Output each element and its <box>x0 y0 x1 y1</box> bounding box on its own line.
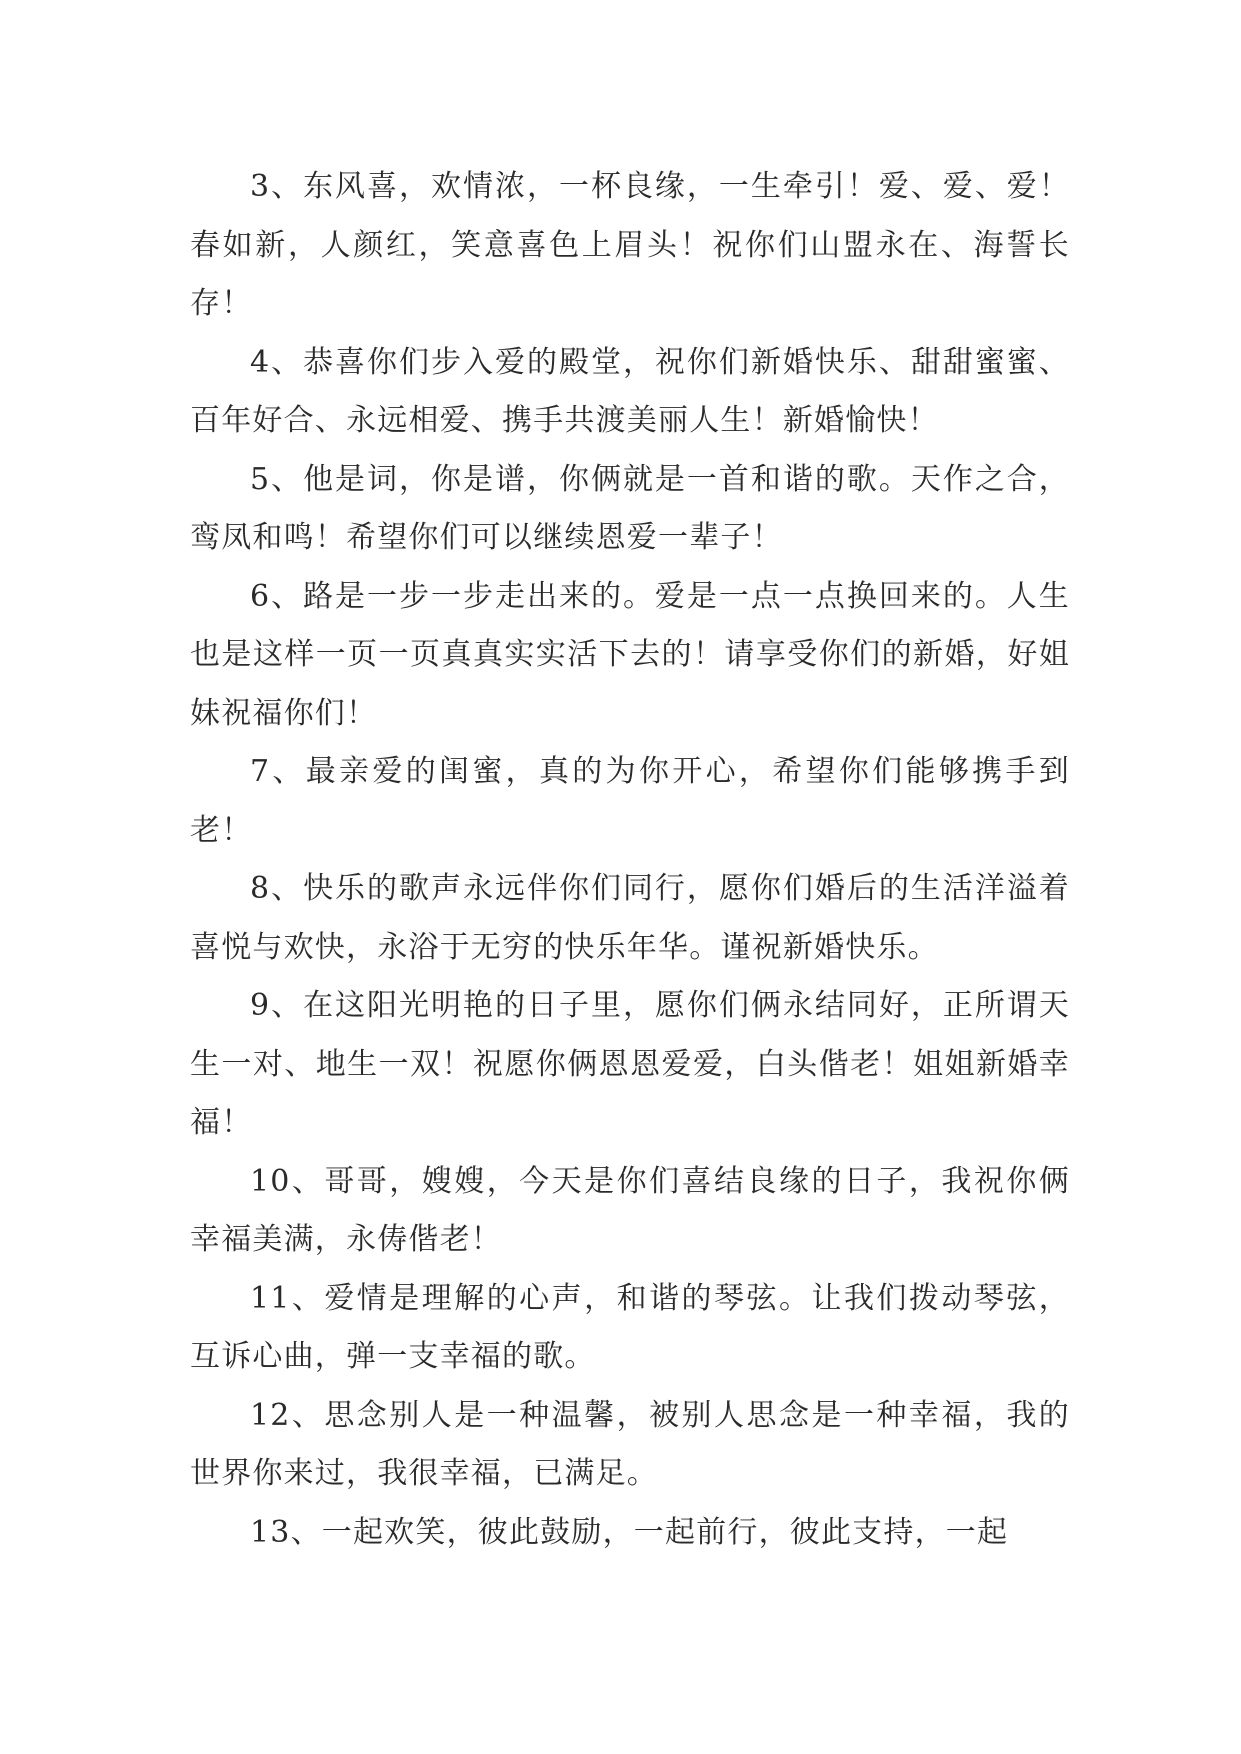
paragraph-9: 9、在这阳光明艳的日子里，愿你们俩永结同好，正所谓天生一对、地生一双！祝愿你俩恩恩爱爱，白头偕老！姐姐新婚幸福！ <box>190 988 1070 1140</box>
paragraph-3: 3、东风喜，欢情浓，一杯良缘，一生牵引！爱、爱、爱！春如新，人颜红，笑意喜色上眉头！祝你们山盟永在、海誓长存！ <box>190 169 1070 321</box>
paragraph-8: 8、快乐的歌声永远伴你们同行，愿你们婚后的生活洋溢着喜悦与欢快，永浴于无穷的快乐年华。谨祝新婚快乐。 <box>190 871 1070 965</box>
paragraph-5: 5、他是词，你是谱，你俩就是一首和谐的歌。天作之合，鸾凤和鸣！希望你们可以继续恩爱一辈子！ <box>190 461 1070 555</box>
paragraph-4: 4、恭喜你们步入爱的殿堂，祝你们新婚快乐、甜甜蜜蜜、百年好合、永远相爱、携手共渡美丽人生！新婚愉快！ <box>190 344 1070 438</box>
document-body <box>190 158 1070 1562</box>
paragraph-10: 10、哥哥，嫂嫂，今天是你们喜结良缘的日子，我祝你俩幸福美满，永俦偕老！ <box>190 1163 1070 1257</box>
paragraph-7: 7、最亲爱的闺蜜，真的为你开心，希望你们能够携手到老！ <box>190 754 1070 848</box>
paragraph-12: 12、思念别人是一种温馨，被别人思念是一种幸福，我的世界你来过，我很幸福，已满足。 <box>190 1397 1070 1491</box>
paragraph-13: 13、一起欢笑，彼此鼓励，一起前行，彼此支持，一起 <box>250 1514 1009 1550</box>
paragraph-11: 11、爱情是理解的心声，和谐的琴弦。让我们拨动琴弦，互诉心曲，弹一支幸福的歌。 <box>190 1280 1070 1374</box>
paragraph-6: 6、路是一步一步走出来的。爱是一点一点换回来的。人生也是这样一页一页真真实实活下去的！请享受你们的新婚，好姐妹祝福你们！ <box>190 578 1070 731</box>
